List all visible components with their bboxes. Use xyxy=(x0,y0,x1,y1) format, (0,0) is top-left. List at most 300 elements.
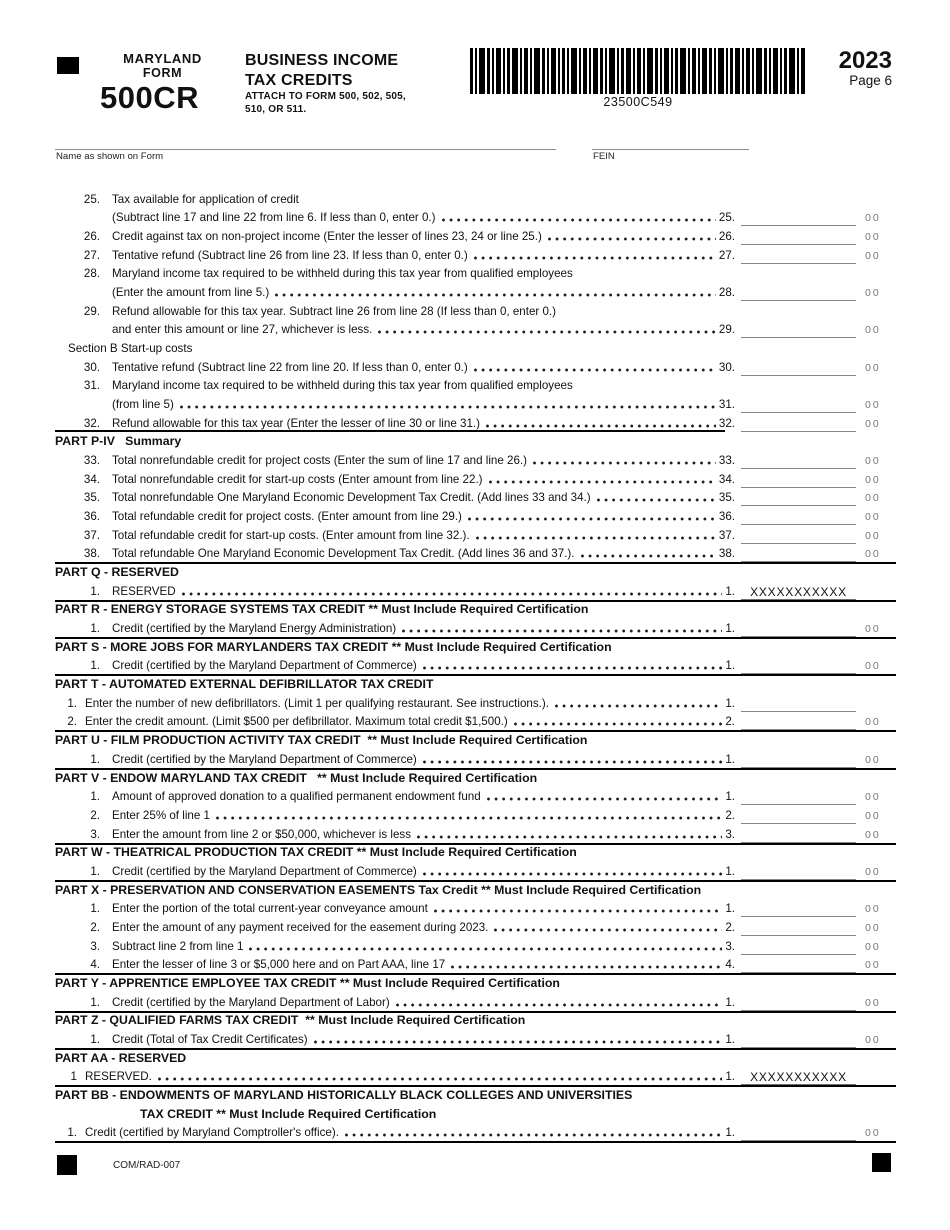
form-line xyxy=(55,936,896,955)
part-header-label: PART BB - ENDOWMENTS OF MARYLAND HISTORICALLY BLACK COLLEGES AND UNIVERSITIES xyxy=(55,1087,633,1102)
amount-field[interactable] xyxy=(741,1033,856,1048)
dot-leader xyxy=(314,1036,723,1046)
form-line xyxy=(55,749,896,768)
line-number-suffix: 37. xyxy=(718,528,735,542)
line-label: Credit (certified by Maryland Comptroller's office). xyxy=(85,1126,339,1140)
form-line xyxy=(55,712,896,731)
line-label: Enter the amount from line 2 or $50,000, whichever is less xyxy=(112,827,412,841)
form-line xyxy=(55,506,896,525)
line-text-area xyxy=(55,809,735,824)
line-number: 35. xyxy=(83,491,100,505)
dot-leader xyxy=(533,457,716,467)
amount-field[interactable] xyxy=(741,417,856,432)
amount-field[interactable] xyxy=(741,491,856,506)
dot-leader xyxy=(555,700,722,710)
form-line xyxy=(55,656,896,675)
barcode-icon xyxy=(470,48,806,94)
form-line xyxy=(55,357,896,376)
cents-label: 00 xyxy=(865,212,881,225)
dot-leader xyxy=(514,718,723,728)
line-number: 1. xyxy=(90,659,100,673)
dot-leader xyxy=(597,494,716,504)
dot-leader xyxy=(216,812,722,822)
line-label: Credit (certified by the Maryland Department of Labor) xyxy=(112,995,390,1009)
line-text-area xyxy=(55,697,735,712)
attach-instruction-line2: 510, OR 511. xyxy=(245,103,307,115)
line-number-suffix: 33. xyxy=(718,454,735,468)
dot-leader xyxy=(423,662,723,672)
line-number-suffix: 1. xyxy=(725,584,735,598)
form-line xyxy=(55,1123,896,1142)
cents-label: 00 xyxy=(865,455,881,468)
line-number: 36. xyxy=(83,510,100,524)
part-header-label: PART R - ENERGY STORAGE SYSTEMS TAX CREDIT ** Must Include Required Certification xyxy=(55,602,589,617)
part-header xyxy=(55,674,896,693)
fein-field-label: FEIN xyxy=(593,151,615,162)
part-header xyxy=(55,973,896,992)
name-field-label: Name as shown on Form xyxy=(56,151,164,162)
line-label: RESERVED xyxy=(112,584,176,598)
form-line xyxy=(55,581,896,600)
line-number: 1. xyxy=(90,622,100,636)
part-header xyxy=(55,1011,896,1030)
line-text-area xyxy=(55,529,735,544)
amount-field[interactable] xyxy=(741,809,856,824)
amount-field[interactable] xyxy=(741,473,856,488)
line-text-area xyxy=(55,715,735,730)
cents-label: 00 xyxy=(865,791,881,804)
line-text-area xyxy=(55,753,735,768)
registration-mark-bottom-right xyxy=(872,1153,891,1172)
line-text-area xyxy=(55,940,735,955)
form-line xyxy=(55,394,896,413)
cents-label: 00 xyxy=(865,996,881,1009)
line-number-suffix: 2. xyxy=(725,715,735,729)
line-label: Tentative refund (Subtract line 22 from line 20. If less than 0, enter 0.) xyxy=(112,360,468,374)
year-page-block xyxy=(839,48,892,89)
part-header-label: PART U - FILM PRODUCTION ACTIVITY TAX CREDIT ** Must Include Required Certification xyxy=(55,733,588,748)
form-line xyxy=(55,301,896,320)
form-number: 500CR xyxy=(100,80,199,115)
line-label: Enter the lesser of line 3 or $5,000 here and on Part AAA, line 17 xyxy=(112,958,446,972)
cents-label: 00 xyxy=(865,809,881,822)
line-text-area xyxy=(55,996,735,1011)
amount-field[interactable] xyxy=(741,940,856,955)
cents-label: 00 xyxy=(865,940,881,953)
page-number: Page 6 xyxy=(849,73,892,88)
dot-leader xyxy=(486,420,716,430)
line-text-area xyxy=(55,547,735,562)
line-number: 31. xyxy=(83,379,100,393)
amount-field[interactable] xyxy=(741,249,856,264)
dot-leader xyxy=(180,401,716,411)
part-header xyxy=(55,637,896,656)
amount-field[interactable] xyxy=(741,865,856,880)
line-number-suffix: 1. xyxy=(725,1070,735,1084)
line-text-area xyxy=(55,659,735,674)
registration-mark-top-left xyxy=(57,57,79,74)
form-line xyxy=(55,899,896,918)
dot-leader xyxy=(402,625,722,635)
line-text-area xyxy=(55,585,735,600)
cents-label: 00 xyxy=(865,511,881,524)
line-text-area xyxy=(55,249,735,264)
line-text-area xyxy=(55,622,735,637)
cents-label: 00 xyxy=(865,399,881,412)
line-label: Enter 25% of line 1 xyxy=(112,808,210,822)
form-title-block xyxy=(245,51,475,115)
amount-field[interactable] xyxy=(741,510,856,525)
line-text-area xyxy=(55,902,735,917)
attach-instruction-line1: ATTACH TO FORM 500, 502, 505, xyxy=(245,91,406,102)
line-number-suffix: 34. xyxy=(718,472,735,486)
line-number-suffix: 1. xyxy=(725,902,735,916)
name-field[interactable] xyxy=(55,139,556,150)
line-number-suffix: 30. xyxy=(718,360,735,374)
amount-field[interactable] xyxy=(741,659,856,674)
amount-field[interactable] xyxy=(741,715,856,730)
amount-field[interactable] xyxy=(741,398,856,413)
part-header xyxy=(55,562,896,581)
line-label: Maryland income tax required to be withheld during this tax year from qualified employees xyxy=(112,267,573,281)
cents-label: 00 xyxy=(865,473,881,486)
line-number: 25. xyxy=(83,192,100,206)
form-line xyxy=(55,787,896,806)
barcode-block xyxy=(470,48,806,109)
cents-label: 00 xyxy=(865,959,881,972)
amount-field[interactable] xyxy=(741,286,856,301)
tax-year: 2023 xyxy=(838,47,892,74)
cents-label: 00 xyxy=(865,660,881,673)
line-number: 1. xyxy=(90,752,100,766)
form-line xyxy=(55,208,896,227)
barcode-value: 23500C549 xyxy=(603,95,673,109)
part-header-label: PART AA - RESERVED xyxy=(55,1050,187,1065)
part-header xyxy=(55,432,896,451)
line-number: 3. xyxy=(90,939,100,953)
line-number-suffix: 26. xyxy=(718,230,735,244)
line-label: Credit (certified by the Maryland Department of Commerce) xyxy=(112,864,417,878)
cents-label: 00 xyxy=(865,1033,881,1046)
cents-label: 00 xyxy=(865,1127,881,1140)
part-header-label: PART S - MORE JOBS FOR MARYLANDERS TAX CREDIT ** Must Include Required Certification xyxy=(55,639,612,654)
form-doc-id: COM/RAD-007 xyxy=(113,1160,181,1171)
line-number: 38. xyxy=(83,547,100,561)
dot-leader xyxy=(548,233,716,243)
line-number-suffix: 4. xyxy=(725,958,735,972)
line-label: Refund allowable for this tax year. Subtract line 26 from line 28 (If less than 0, enter 0.) xyxy=(112,304,557,318)
part-header-label: PART V - ENDOW MARYLAND TAX CREDIT ** Must Include Required Certification xyxy=(55,770,538,785)
form-line xyxy=(55,805,896,824)
cents-label: 00 xyxy=(865,865,881,878)
form-rows xyxy=(55,189,896,1143)
amount-field[interactable] xyxy=(741,529,856,544)
line-number: 37. xyxy=(83,528,100,542)
line-label: Total nonrefundable credit for start-up costs (Enter amount from line 22.) xyxy=(112,472,483,486)
form-line xyxy=(55,992,896,1011)
dot-leader xyxy=(423,756,723,766)
line-text-area xyxy=(55,398,735,413)
line-number-suffix: 1. xyxy=(725,1032,735,1046)
dot-leader xyxy=(468,513,716,523)
dot-leader xyxy=(474,364,716,374)
line-number-suffix: 2. xyxy=(725,808,735,822)
fein-field[interactable] xyxy=(592,139,749,150)
dot-leader xyxy=(476,532,716,542)
form-title-line1: BUSINESS INCOME xyxy=(245,52,399,69)
part-header-label: PART W - THEATRICAL PRODUCTION TAX CREDIT ** Must Include Required Certification xyxy=(55,845,577,860)
line-label: (Enter the amount from line 5.) xyxy=(112,286,270,300)
form-line xyxy=(55,376,896,395)
part-header-label: PART T - AUTOMATED EXTERNAL DEFIBRILLATOR TAX CREDIT xyxy=(55,677,434,692)
form-line xyxy=(55,226,896,245)
dot-leader xyxy=(487,793,723,803)
form-word-label: FORM xyxy=(142,66,183,80)
amount-field[interactable] xyxy=(741,790,856,805)
line-number: 29. xyxy=(83,304,100,318)
dot-leader xyxy=(158,1073,723,1083)
line-number-suffix: 1. xyxy=(725,659,735,673)
cents-label: 00 xyxy=(865,361,881,374)
dot-leader xyxy=(275,289,716,299)
line-number-suffix: 27. xyxy=(718,248,735,262)
line-label: Total refundable One Maryland Economic Development Tax Credit. (Add lines 36 and 37.). xyxy=(112,547,575,561)
line-label: Credit (certified by the Maryland Energy Administration) xyxy=(112,622,397,636)
line-number-suffix: 32. xyxy=(718,416,735,430)
cents-label: 00 xyxy=(865,529,881,542)
line-label: Enter the portion of the total current-year conveyance amount xyxy=(112,902,428,916)
line-number: 34. xyxy=(83,472,100,486)
amount-field[interactable] xyxy=(741,622,856,637)
line-text-area xyxy=(55,510,735,525)
cents-label: 00 xyxy=(865,921,881,934)
form-line xyxy=(55,488,896,507)
line-text-area xyxy=(55,790,735,805)
dot-leader xyxy=(474,252,716,262)
form-id-block xyxy=(100,52,225,117)
line-label: Credit (certified by the Maryland Department of Commerce) xyxy=(112,752,417,766)
line-label: Total nonrefundable credit for project costs (Enter the sum of line 17 and line 26.) xyxy=(112,454,528,468)
line-number-suffix: 1. xyxy=(725,1126,735,1140)
line-text-area xyxy=(55,230,735,245)
amount-field[interactable] xyxy=(741,921,856,936)
part-header xyxy=(55,843,896,862)
line-text-area xyxy=(55,211,735,226)
dot-leader xyxy=(182,588,723,598)
dot-leader xyxy=(442,214,716,224)
line-text-area xyxy=(55,473,735,488)
line-number: 1. xyxy=(90,790,100,804)
part-header-label: PART P-IV Summary xyxy=(55,434,182,449)
form-line xyxy=(55,413,896,432)
line-text-area xyxy=(55,491,735,506)
registration-mark-bottom-left xyxy=(57,1155,77,1175)
form-line xyxy=(55,1029,896,1048)
line-text-area xyxy=(55,1126,735,1141)
dot-leader xyxy=(249,943,722,953)
line-text-area xyxy=(55,305,896,320)
amount-field[interactable] xyxy=(741,902,856,917)
line-label: and enter this amount or line 27, whichever is less. xyxy=(112,323,373,337)
line-number-suffix: 29. xyxy=(718,323,735,337)
reserved-value: XXXXXXXXXXX xyxy=(741,1070,856,1085)
part-header xyxy=(55,768,896,787)
line-number: 3. xyxy=(90,827,100,841)
line-text-area xyxy=(55,286,735,301)
line-number: 30. xyxy=(83,360,100,374)
line-number: 1. xyxy=(67,696,77,710)
line-number-suffix: 3. xyxy=(725,827,735,841)
cents-label: 00 xyxy=(865,417,881,430)
line-label: Credit (certified by the Maryland Department of Commerce) xyxy=(112,659,417,673)
form-line xyxy=(55,245,896,264)
line-number: 1 xyxy=(70,1070,77,1084)
line-text-area xyxy=(55,417,735,432)
line-number: 1. xyxy=(90,995,100,1009)
part-header-continued-label: TAX CREDIT ** Must Include Required Certification xyxy=(140,1106,437,1121)
dot-leader xyxy=(423,868,723,878)
line-label: Maryland income tax required to be withheld during this tax year from qualified employees xyxy=(112,379,573,393)
amount-field[interactable] xyxy=(741,230,856,245)
line-number-suffix: 2. xyxy=(725,920,735,934)
line-number-suffix: 35. xyxy=(718,491,735,505)
form-line xyxy=(55,469,896,488)
part-header-label: PART X - PRESERVATION AND CONSERVATION EASEMENTS Tax Credit ** Must Include Required Certification xyxy=(55,882,702,897)
form-title-line2: TAX CREDITS xyxy=(245,71,353,89)
dot-leader xyxy=(396,999,723,1009)
form-line xyxy=(55,861,896,880)
line-number-suffix: 1. xyxy=(725,790,735,804)
line-number: 27. xyxy=(83,248,100,262)
line-text-area xyxy=(55,865,735,880)
line-text-area xyxy=(55,1033,735,1048)
line-label: Credit (Total of Tax Credit Certificates) xyxy=(112,1032,308,1046)
line-number: 4. xyxy=(90,958,100,972)
line-number-suffix: 1. xyxy=(725,864,735,878)
amount-field[interactable] xyxy=(741,1126,856,1141)
amount-field[interactable] xyxy=(741,454,856,469)
form-line xyxy=(55,320,896,339)
line-label: (Subtract line 17 and line 22 from line 6. If less than 0, enter 0.) xyxy=(112,211,436,225)
dot-leader xyxy=(451,961,722,971)
line-label: Enter the number of new defibrillators. (Limit 1 per qualifying restaurant. See instructions.). xyxy=(85,696,549,710)
cents-label: 00 xyxy=(865,753,881,766)
line-text-area xyxy=(55,379,896,394)
form-line xyxy=(55,824,896,843)
line-text-area xyxy=(55,193,896,208)
dot-leader xyxy=(345,1129,722,1139)
amount-field[interactable] xyxy=(741,828,856,843)
line-number-suffix: 1. xyxy=(725,622,735,636)
line-number-suffix: 25. xyxy=(718,211,735,225)
dot-leader xyxy=(581,550,716,560)
amount-field[interactable] xyxy=(741,323,856,338)
line-number: 2. xyxy=(90,808,100,822)
section-subheader-label: Section B Start-up costs xyxy=(68,342,193,356)
line-text-area xyxy=(55,267,896,282)
line-number: 1. xyxy=(67,1126,77,1140)
line-number-suffix: 36. xyxy=(718,510,735,524)
dot-leader xyxy=(494,924,722,934)
line-text-area xyxy=(55,921,735,936)
line-number: 1. xyxy=(90,902,100,916)
cents-label: 00 xyxy=(865,828,881,841)
cents-label: 00 xyxy=(865,324,881,337)
form-line xyxy=(55,450,896,469)
dot-leader xyxy=(417,831,722,841)
line-number: 1. xyxy=(90,584,100,598)
form-line xyxy=(55,264,896,283)
part-header xyxy=(55,730,896,749)
part-header xyxy=(55,1048,896,1067)
line-label: Credit against tax on non-project income (Enter the lesser of lines 23, 24 or line 25.) xyxy=(112,230,542,244)
line-number-suffix: 28. xyxy=(718,286,735,300)
line-number: 26. xyxy=(83,230,100,244)
part-header xyxy=(55,880,896,899)
line-label: Refund allowable for this tax year (Enter the lesser of line 30 or line 31.) xyxy=(112,416,480,430)
line-text-area xyxy=(55,361,735,376)
amount-field[interactable] xyxy=(741,361,856,376)
line-text-area xyxy=(55,1070,735,1085)
amount-field[interactable] xyxy=(741,697,856,712)
line-number: 2. xyxy=(67,715,77,729)
line-text-area xyxy=(55,958,735,973)
amount-field[interactable] xyxy=(741,753,856,768)
cents-label: 00 xyxy=(865,231,881,244)
part-header-label: PART Y - APPRENTICE EMPLOYEE TAX CREDIT ** Must Include Required Certification xyxy=(55,975,560,990)
cents-label: 00 xyxy=(865,716,881,729)
line-label: Amount of approved donation to a qualified permanent endowment fund xyxy=(112,790,481,804)
line-number-suffix: 1. xyxy=(725,995,735,1009)
line-label: Total nonrefundable One Maryland Economic Development Tax Credit. (Add lines 33 and 34.) xyxy=(112,491,591,505)
form-line xyxy=(55,693,896,712)
form-jurisdiction-label: MARYLAND xyxy=(123,51,202,66)
line-label: Enter the amount of any payment received for the easement during 2023. xyxy=(112,920,489,934)
line-label: Tax available for application of credit xyxy=(112,192,299,206)
line-number-suffix: 1. xyxy=(725,752,735,766)
form-line xyxy=(55,1067,896,1086)
amount-field[interactable] xyxy=(741,958,856,973)
amount-field[interactable] xyxy=(741,547,856,562)
dot-leader xyxy=(434,905,723,915)
cents-label: 00 xyxy=(865,287,881,300)
dot-leader xyxy=(378,326,716,336)
form-line xyxy=(55,917,896,936)
amount-field[interactable] xyxy=(741,996,856,1011)
part-header-continued xyxy=(55,1104,896,1123)
line-number-suffix: 1. xyxy=(725,696,735,710)
line-label: Subtract line 2 from line 1 xyxy=(112,939,244,953)
form-line xyxy=(55,544,896,563)
line-label: RESERVED. xyxy=(85,1070,152,1084)
part-header-label: PART Q - RESERVED xyxy=(55,565,179,580)
amount-field[interactable] xyxy=(741,211,856,226)
line-number-suffix: 38. xyxy=(718,547,735,561)
line-text-area xyxy=(55,454,735,469)
cents-label: 00 xyxy=(865,492,881,505)
line-number: 1. xyxy=(90,1032,100,1046)
cents-label: 00 xyxy=(865,548,881,561)
line-label: Total refundable credit for project costs. (Enter amount from line 29.) xyxy=(112,510,462,524)
line-number: 1. xyxy=(90,864,100,878)
form-line xyxy=(55,189,896,208)
part-header xyxy=(55,600,896,619)
cents-label: 00 xyxy=(865,249,881,262)
line-text-area xyxy=(55,828,735,843)
form-line xyxy=(55,618,896,637)
line-number-suffix: 3. xyxy=(725,939,735,953)
dot-leader xyxy=(489,476,716,486)
